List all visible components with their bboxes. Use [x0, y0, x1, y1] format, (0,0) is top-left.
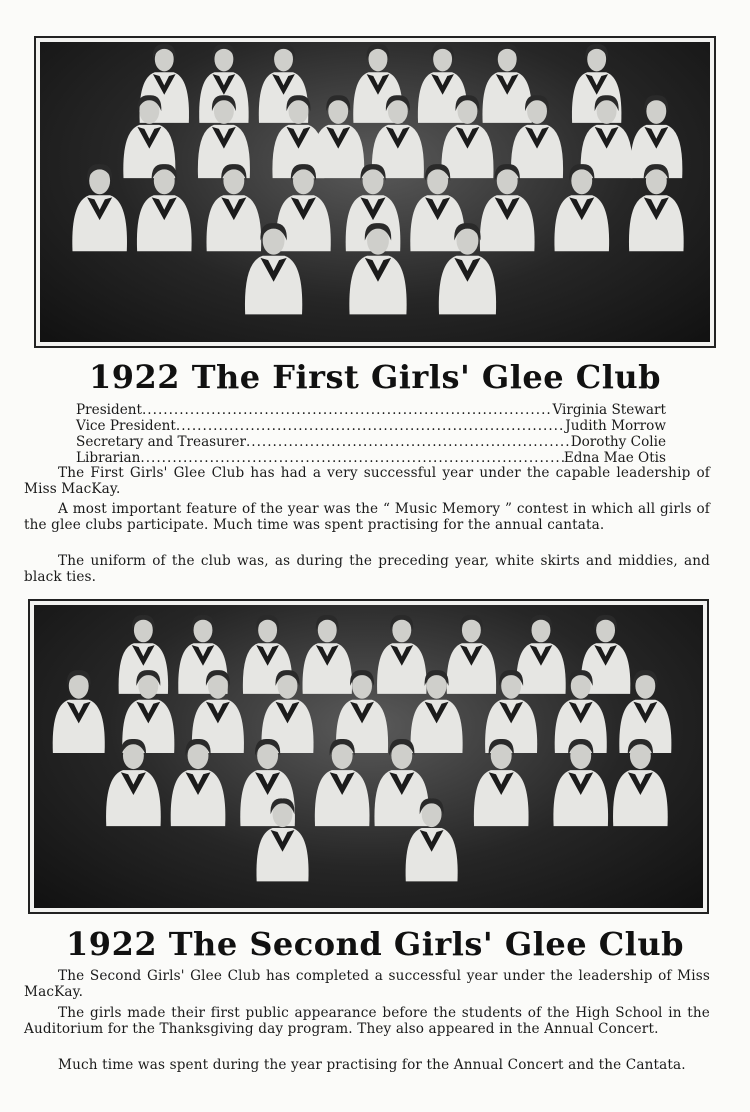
officer-row-secretary [76, 434, 666, 450]
first-club-paragraph-3: The uniform of the club was, as during the preceding year, white skirts and middies, and black ties. [24, 553, 710, 585]
portrait-figure [53, 670, 105, 753]
officer-role: President [76, 402, 142, 418]
dot-leader [140, 450, 563, 466]
portrait-figure [303, 615, 352, 694]
dot-leader [142, 402, 552, 418]
portrait-figure [377, 615, 426, 694]
portrait-figure [516, 615, 565, 694]
second-club-paragraph-3: Much time was spent during the year practising for the Annual Concert and the Cantata. [58, 1057, 686, 1073]
second-club-paragraph-1: The Second Girls' Glee Club has completed a successful year under the leadership of Miss MacKay. [24, 968, 710, 1000]
first-club-paragraph-1: The First Girls' Glee Club has had a very successful year under the capable leadership of Miss MacKay. [24, 465, 710, 497]
officer-role: Vice President [76, 418, 176, 434]
photo-image-area [34, 605, 703, 908]
second-glee-club-heading: 1922 The Second Girls' Glee Club [66, 925, 684, 963]
officer-role: Secretary and Treasurer [76, 434, 246, 450]
first-glee-club-photo [34, 36, 716, 348]
officer-row-president [76, 402, 666, 418]
officer-row-librarian [76, 450, 666, 466]
officer-name: Dorothy Colie [570, 434, 666, 450]
officer-role: Librarian [76, 450, 141, 466]
officer-name: Judith Morrow [565, 418, 666, 434]
photo-image-area [40, 42, 710, 342]
portrait-figure [482, 44, 531, 123]
dot-leader [246, 434, 571, 450]
officer-name: Edna Mae Otis [563, 450, 666, 466]
first-club-paragraph-2: A most important feature of the year was the “ Music Memory ” contest in which all girls of the glee clubs participate. Much time was spent practising for the annual cantata. [24, 501, 710, 533]
first-glee-club-heading: 1922 The First Girls' Glee Club [88, 358, 661, 396]
officer-name: Virginia Stewart [552, 402, 666, 418]
second-glee-club-photo [28, 599, 709, 914]
second-club-paragraph-2: The girls made their first public appearance before the students of the High School in the Auditorium for the Thanksgiving day program. They also appeared in the Annual Concert. [24, 1005, 710, 1037]
group-portrait-illustration [34, 605, 703, 908]
group-portrait-illustration [40, 42, 710, 342]
officer-list [76, 402, 666, 466]
portrait-figure [72, 164, 127, 251]
dot-leader [176, 418, 565, 434]
portrait-figure [447, 615, 496, 694]
officer-row-vice-president [76, 418, 666, 434]
